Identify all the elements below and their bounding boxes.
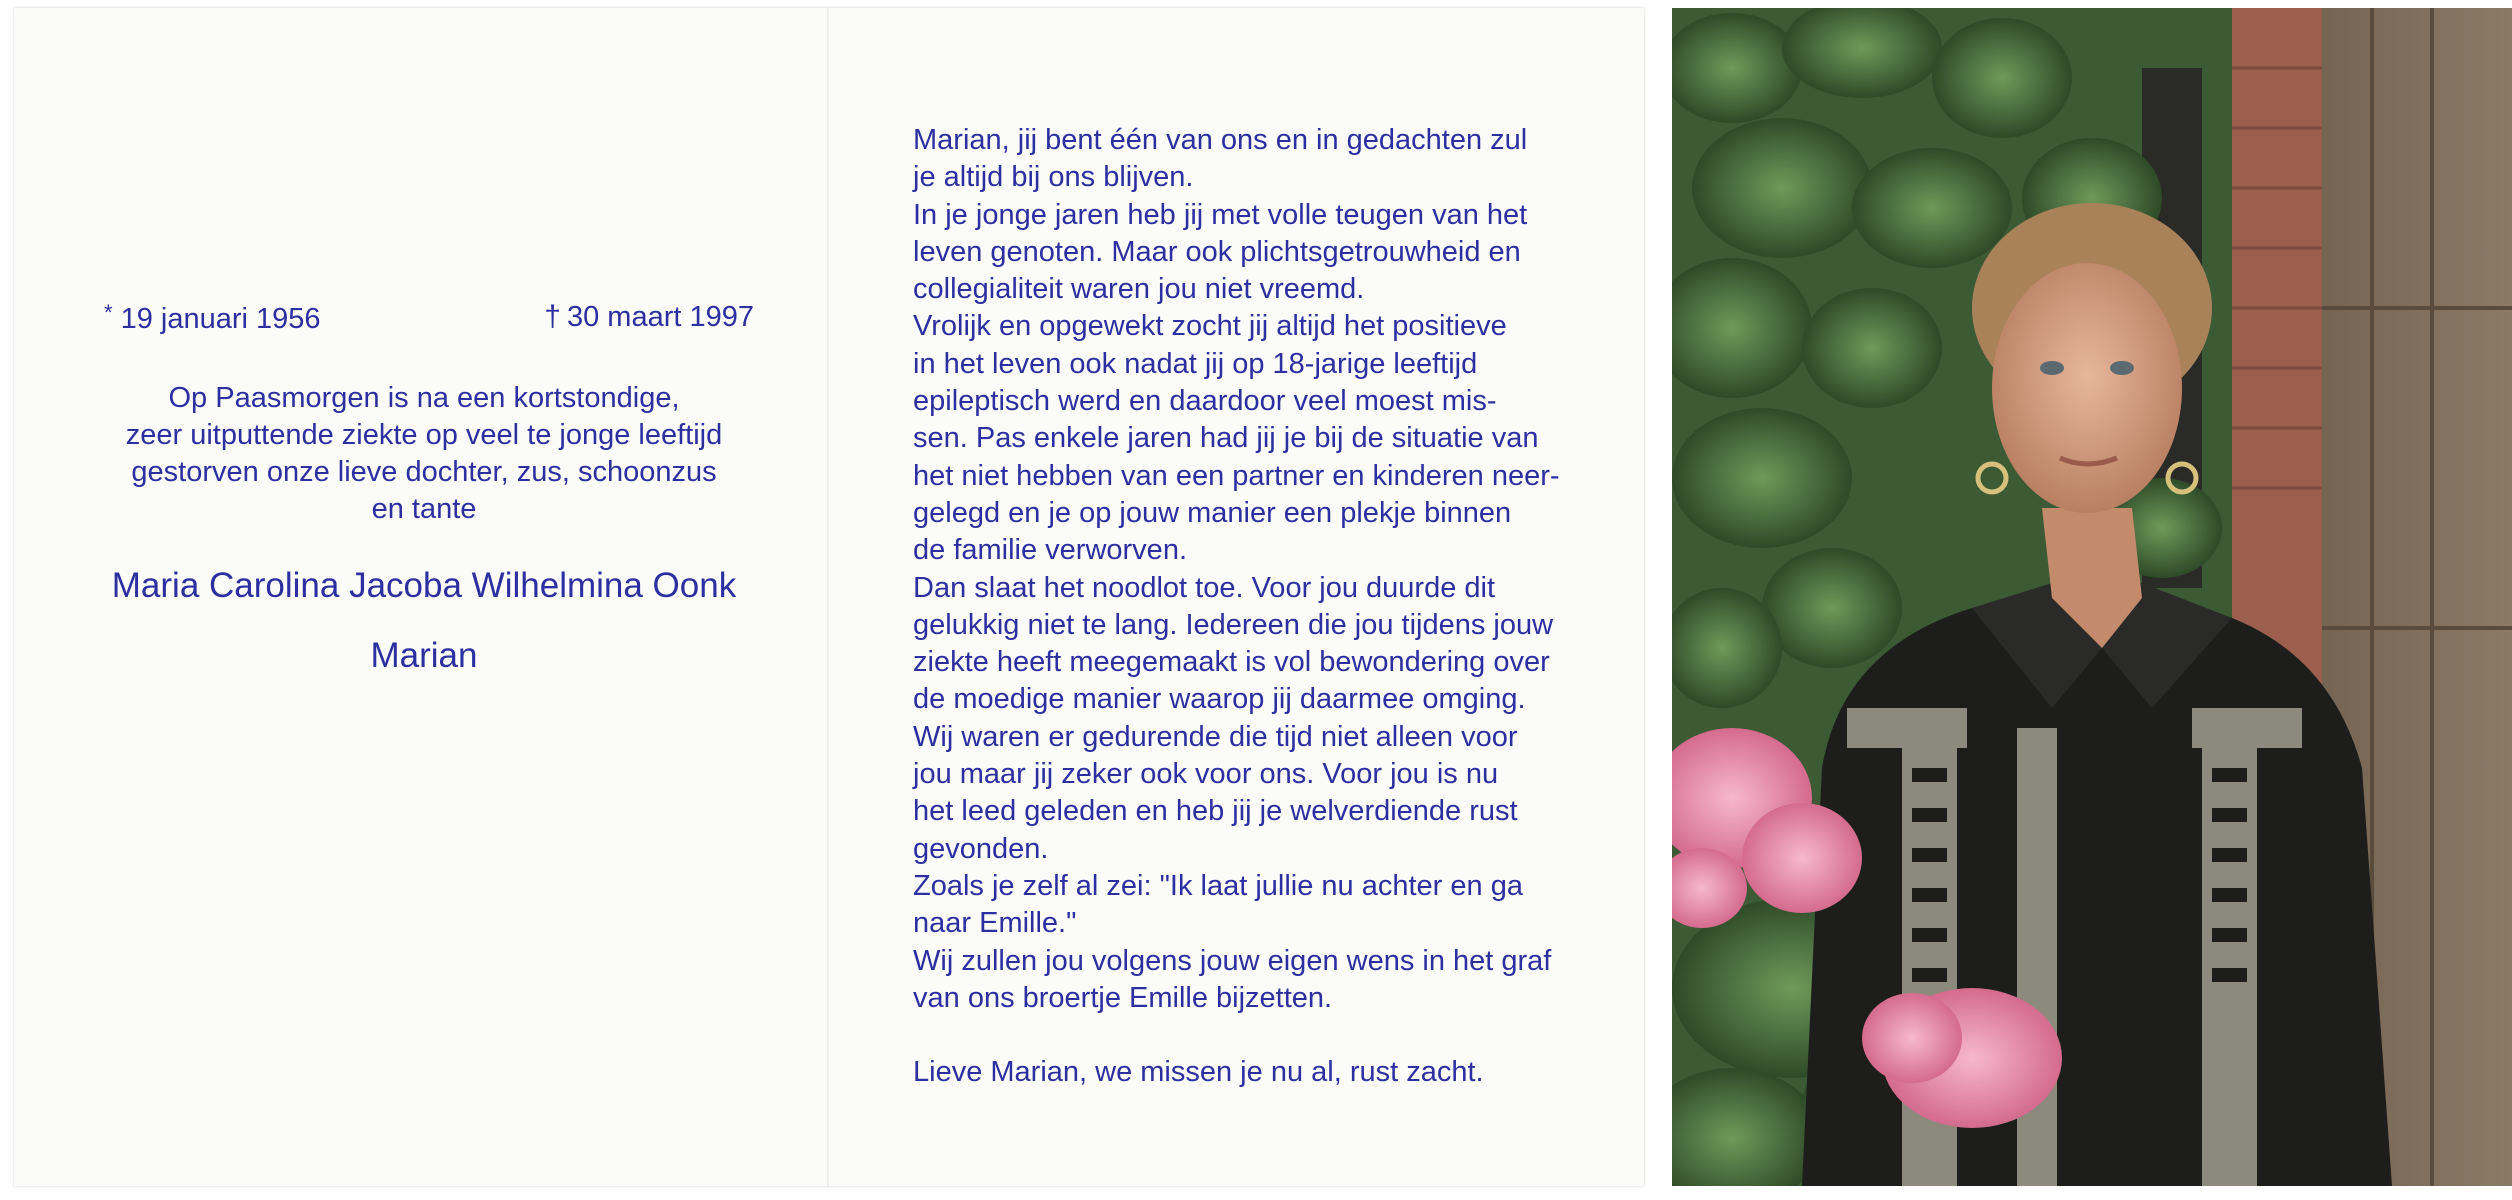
birth-date: 19 januari 1956 (120, 303, 321, 335)
memorial-text (913, 122, 1598, 1091)
right-panel (829, 8, 1644, 1186)
portrait-photo (1672, 8, 2512, 1186)
paragraph: In je jonge jaren heb jij met volle teugen van het leven genoten. Maar ook plichtsgetrouwheid en collegialiteit waren jou niet vreemd. (913, 198, 1528, 306)
death-cross-icon: † (544, 300, 561, 333)
paragraph: Vrolijk en opgewekt zocht jij altijd het positieve in het leven ook nadat jij op 18-jarige leeftijd epileptisch werd en daardoor veel moest mis- sen. Pas enkele jaren had jij je bij de situatie van het niet hebben van een partner en kinderen neer- gelegd en je op jouw manier een plekje binnen de familie verworven. (913, 310, 1560, 567)
paragraph: Zoals je zelf al zei: "Ik laat jullie nu achter en ga naar Emille." (913, 869, 1523, 940)
intro-text: Op Paasmorgen is na een kortstondige, zeer uitputtende ziekte op veel te jonge leeftijd gestorven onze lieve dochter, zus, schoonzus en tante (125, 382, 723, 525)
paragraph: Wij waren er gedurende die tijd niet alleen voor jou maar jij zeker ook voor ons. Voor jou is nu het leed geleden en heb jij je welverdiende rust gevonden. (913, 720, 1518, 865)
memorial-card (14, 8, 1644, 1186)
birth-symbol: * (104, 300, 113, 325)
death-date: 30 maart 1997 (566, 301, 754, 333)
full-name: Maria Carolina Jacoba Wilhelmina Oonk (111, 566, 737, 605)
closing-line: Lieve Marian, we missen je nu al, rust zacht. (913, 1056, 1484, 1089)
nickname: Marian (370, 636, 478, 675)
paragraph: Dan slaat het noodlot toe. Voor jou duurde dit gelukkig niet te lang. Iedereen die jou tijdens jouw ziekte heeft meegemaakt is vol bewondering over de moedige manier waarop jij daarmee omging. (913, 571, 1554, 716)
left-panel (14, 8, 827, 1186)
paragraph: Wij zullen jou volgens jouw eigen wens in het graf van ons broertje Emille bijzetten. (913, 944, 1552, 1014)
paragraph: Marian, jij bent één van ons en in gedachten zul je altijd bij ons blijven. (913, 124, 1528, 194)
dates-row (104, 300, 754, 336)
death-date-group (544, 300, 754, 336)
birth-date-group (104, 300, 321, 336)
